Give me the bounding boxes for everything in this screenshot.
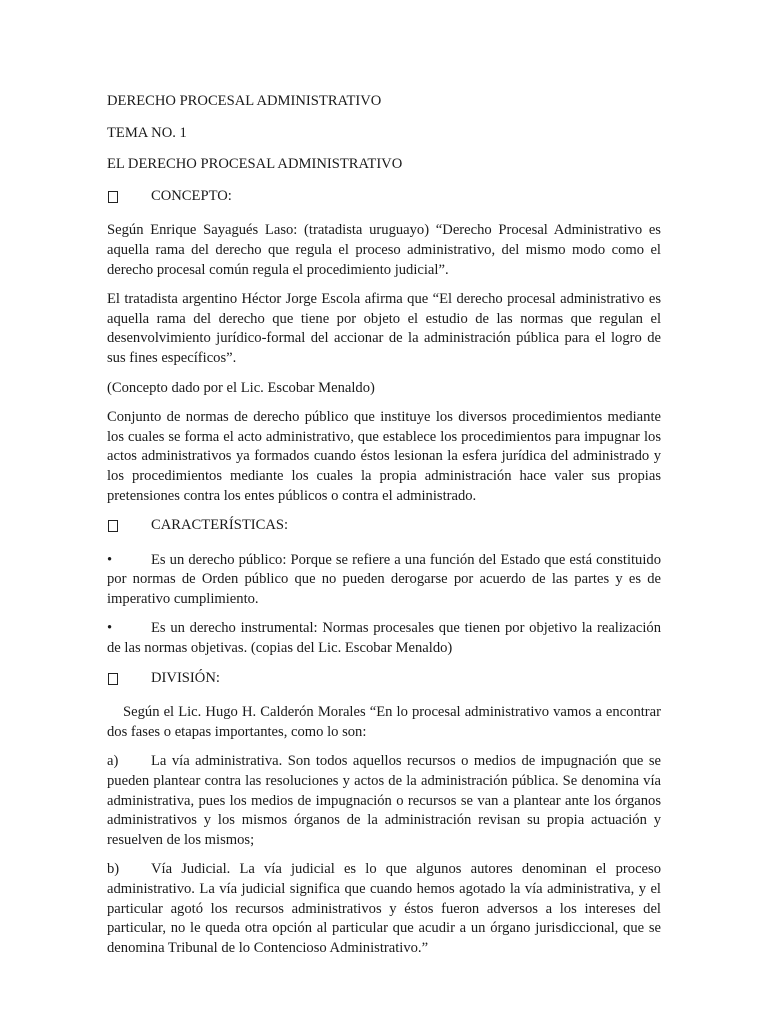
section-label: CONCEPTO: — [151, 187, 232, 204]
paragraph: (Concepto dado por el Lic. Escobar Menaldo) — [107, 379, 375, 396]
document-title: DERECHO PROCESAL ADMINISTRATIVO — [107, 93, 382, 109]
section-label: CARACTERÍSTICAS: — [151, 517, 289, 534]
checkbox-glyph-icon — [108, 520, 118, 532]
section-label: DIVISIÓN: — [151, 669, 220, 686]
checkbox-glyph-icon — [108, 673, 118, 685]
document-subtitle: EL DERECHO PROCESAL ADMINISTRATIVO — [107, 156, 403, 173]
bullet-text: Es un derecho público: Porque se refiere a una función del Estado que está constituido por normas de Orden público que no pueden derogarse por acuerdo de las partes y es de imperativo cumplimiento. — [107, 551, 661, 607]
paragraph: El tratadista argentino Héctor Jorge Escola afirma que “El derecho procesal administrativo es aquella rama del derecho que tiene por objeto el estudio de las normas que regulan el desenvolvimiento jurídico-formal del accionar de la administración pública para el logro de sus fines específicos”. — [107, 291, 661, 366]
paragraph: Conjunto de normas de derecho público que instituye los diversos procedimientos mediante los cuales se forma el acto administrativo, que establece los procedimientos para impugnar los actos administrativos ya formados cuando éstos lesionan la esfera jurídica del administrado y los procedimientos mediante los cuales la propia administración hace valer sus propias pretensiones contra los entes públicos o contra el administrado. — [107, 409, 661, 504]
bullet-item — [107, 551, 661, 610]
list-text: Vía Judicial. La vía judicial es lo que algunos autores denominan el proceso administrativo. La vía judicial significa que cuando hemos agotado la vía administrativa, y el particular agotó los recursos administrativos y éstos fueron adversos a los intereses del particular, no le queda otra opción al particular que acudir a un órgano jurisdiccional, que se denomina Tribunal de lo Contencioso Administrativo.” — [107, 861, 661, 956]
bullet-icon: • — [107, 551, 113, 568]
section-heading-caracteristicas — [107, 516, 661, 539]
section-heading-division — [107, 669, 661, 692]
paragraph: Según Enrique Sayagués Laso: (tratadista uruguayo) “Derecho Procesal Administrativo es aquella rama del derecho que regula el proceso administrativo, del mismo modo como el derecho procesal común regula el procedimiento judicial”. — [107, 222, 661, 278]
bullet-text: Es un derecho instrumental: Normas procesales que tienen por objetivo la realización de las normas objetivas. (copias del Lic. Escobar Menaldo) — [107, 620, 661, 657]
section-heading-concepto — [107, 187, 661, 210]
bullet-icon: • — [107, 620, 113, 637]
checkbox-glyph-icon — [108, 191, 118, 203]
document-page — [107, 92, 661, 968]
topic-number: TEMA NO. 1 — [107, 124, 187, 141]
list-text: La vía administrativa. Son todos aquellos recursos o medios de impugnación que se pueden plantear contra las resoluciones y actos de la administración pública. Se denomina vía administrativa, pues los medios de impugnación o recursos se van a plantear ante los órganos administrativos y los mismos órganos de la administración revisan su propia actuación y resuelven de los mismos; — [107, 753, 661, 848]
list-marker: b) — [107, 861, 120, 878]
paragraph: Según el Lic. Hugo H. Calderón Morales “En lo procesal administrativo vamos a encontrar dos fases o etapas importantes, como lo son: — [107, 704, 661, 740]
list-item — [107, 752, 661, 850]
list-marker: a) — [107, 753, 119, 770]
bullet-item — [107, 619, 661, 658]
list-item — [107, 860, 661, 958]
